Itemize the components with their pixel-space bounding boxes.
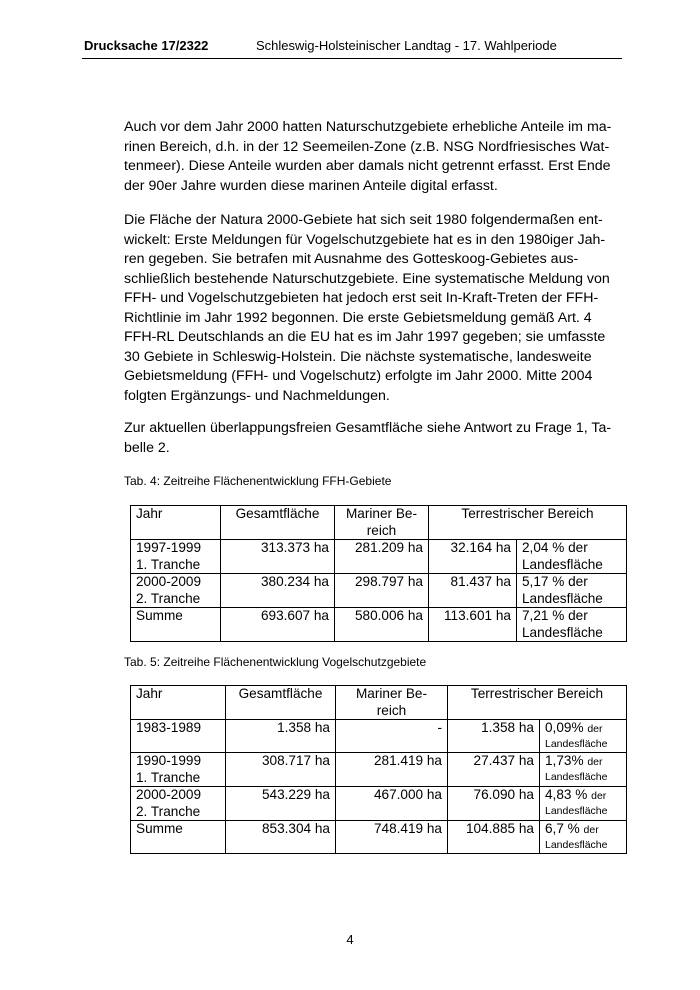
table-header-row (131, 506, 627, 540)
col-header-marin: Mariner Be- reich (336, 686, 448, 720)
text-line: wickelt: Erste Meldungen für Vogelschutzgebiete hat es in den 1980iger Jah- (124, 231, 606, 248)
cell-terr-pct: 6,7 % der Landesfläche (540, 821, 627, 854)
table-row (131, 574, 627, 608)
cell-gesamt: 313.373 ha (221, 540, 335, 574)
cell-jahr: 1990-1999 1. Tranche (131, 753, 226, 787)
text-line: der 90er Jahre wurden diese marinen Anteile digital erfasst. (124, 177, 498, 194)
col-header-terrestrisch: Terrestrischer Bereich (429, 506, 627, 540)
table-vogelschutz (130, 685, 627, 854)
text-line: Auch vor dem Jahr 2000 hatten Naturschutzgebiete erhebliche Anteile im ma- (124, 119, 612, 135)
table-row (131, 608, 627, 642)
col-header-jahr: Jahr (131, 506, 221, 540)
cell-gesamt: 853.304 ha (226, 821, 336, 854)
cell-marin: 281.419 ha (336, 753, 448, 787)
cell-gesamt: 308.717 ha (226, 753, 336, 787)
cell-jahr: 2000-2009 2. Tranche (131, 787, 226, 821)
cell-terr-ha: 32.164 ha (429, 540, 517, 574)
header-divider (82, 58, 622, 59)
text-line: 30 Gebiete in Schleswig-Holstein. Die nächste systematische, landesweite (124, 348, 592, 365)
text-line: Zur aktuellen überlappungsfreien Gesamtfläche siehe Antwort zu Frage 1, Ta- (124, 420, 612, 436)
cell-jahr: 1997-1999 1. Tranche (131, 540, 221, 574)
text-line: Richtlinie im Jahr 1992 begonnen. Die erste Gebietsmeldung gemäß Art. 4 (124, 309, 592, 326)
cell-terr-pct: 5,17 % der Landesfläche (517, 574, 627, 608)
cell-marin: 467.000 ha (336, 787, 448, 821)
text-line: schließlich bestehende Naturschutzgebiete. Eine systematische Meldung von (124, 270, 610, 287)
cell-jahr: 1983-1989 (131, 720, 226, 753)
cell-marin: 748.419 ha (336, 821, 448, 854)
col-header-gesamt: Gesamtfläche (226, 686, 336, 720)
col-header-jahr: Jahr (131, 686, 226, 720)
cell-marin: - (336, 720, 448, 753)
cell-gesamt: 693.607 ha (221, 608, 335, 642)
cell-terr-ha: 76.090 ha (448, 787, 540, 821)
text-line: FFH-RL Deutschlands an die EU hat es im Jahr 1997 gegeben; sie umfasste (124, 329, 606, 345)
paragraph-1 (124, 118, 624, 196)
table-header-row (131, 686, 627, 720)
cell-terr-pct: 0,09% der Landesfläche (540, 720, 627, 753)
table-ffh (130, 505, 627, 642)
text-line: ren gegeben. Sie betrafen mit Ausnahme des Gotteskoog-Gebietes aus- (124, 251, 579, 267)
cell-gesamt: 543.229 ha (226, 787, 336, 821)
text-line: Die Fläche der Natura 2000-Gebiete hat sich seit 1980 folgendermaßen ent- (124, 212, 603, 228)
col-header-gesamt: Gesamtfläche (221, 506, 335, 540)
page-number: 4 (346, 932, 354, 947)
text-line: belle 2. (124, 439, 170, 456)
cell-terr-ha: 104.885 ha (448, 821, 540, 854)
cell-terr-pct: 7,21 % der Landesfläche (517, 608, 627, 642)
cell-jahr: Summe (131, 608, 221, 642)
text-line: folgten Ergänzungs- und Nachmeldungen. (124, 387, 390, 404)
cell-terr-ha: 113.601 ha (429, 608, 517, 642)
col-header-terrestrisch: Terrestrischer Bereich (448, 686, 627, 720)
table-4-caption: Tab. 4: Zeitreihe Flächenentwicklung FFH-Gebiete (124, 474, 392, 488)
cell-gesamt: 380.234 ha (221, 574, 335, 608)
text-line: Gebietsmeldung (FFH- und Vogelschutz) erfolgte im Jahr 2000. Mitte 2004 (124, 368, 593, 384)
table-row (131, 821, 627, 854)
table-row (131, 720, 627, 753)
cell-marin: 580.006 ha (335, 608, 429, 642)
text-line: FFH- und Vogelschutzgebieten hat jedoch erst seit In-Kraft-Treten der FFH- (124, 290, 599, 306)
cell-terr-pct: 2,04 % der Landesfläche (517, 540, 627, 574)
col-header-marin: Mariner Be- reich (335, 506, 429, 540)
cell-terr-pct: 4,83 % der Landesfläche (540, 787, 627, 821)
cell-marin: 298.797 ha (335, 574, 429, 608)
cell-marin: 281.209 ha (335, 540, 429, 574)
cell-terr-pct: 1,73% der Landesfläche (540, 753, 627, 787)
cell-terr-ha: 27.437 ha (448, 753, 540, 787)
text-line: rinen Bereich, d.h. in der 12 Seemeilen-Zone (z.B. NSG Nordfriesisches Wat- (124, 138, 610, 155)
paragraph-3 (124, 419, 624, 458)
cell-gesamt: 1.358 ha (226, 720, 336, 753)
parliament-title: Schleswig-Holsteinischer Landtag - 17. Wahlperiode (256, 38, 557, 53)
table-row (131, 753, 627, 787)
table-row (131, 787, 627, 821)
table-row (131, 540, 627, 574)
cell-jahr: Summe (131, 821, 226, 854)
cell-terr-ha: 1.358 ha (448, 720, 540, 753)
cell-terr-ha: 81.437 ha (429, 574, 517, 608)
document-number: Drucksache 17/2322 (84, 38, 209, 53)
paragraph-2 (124, 211, 624, 406)
table-5-caption: Tab. 5: Zeitreihe Flächenentwicklung Vogelschutzgebiete (124, 655, 427, 669)
text-line: tenmeer). Diese Anteile wurden aber damals nicht getrennt erfasst. Erst Ende (124, 158, 611, 174)
cell-jahr: 2000-2009 2. Tranche (131, 574, 221, 608)
